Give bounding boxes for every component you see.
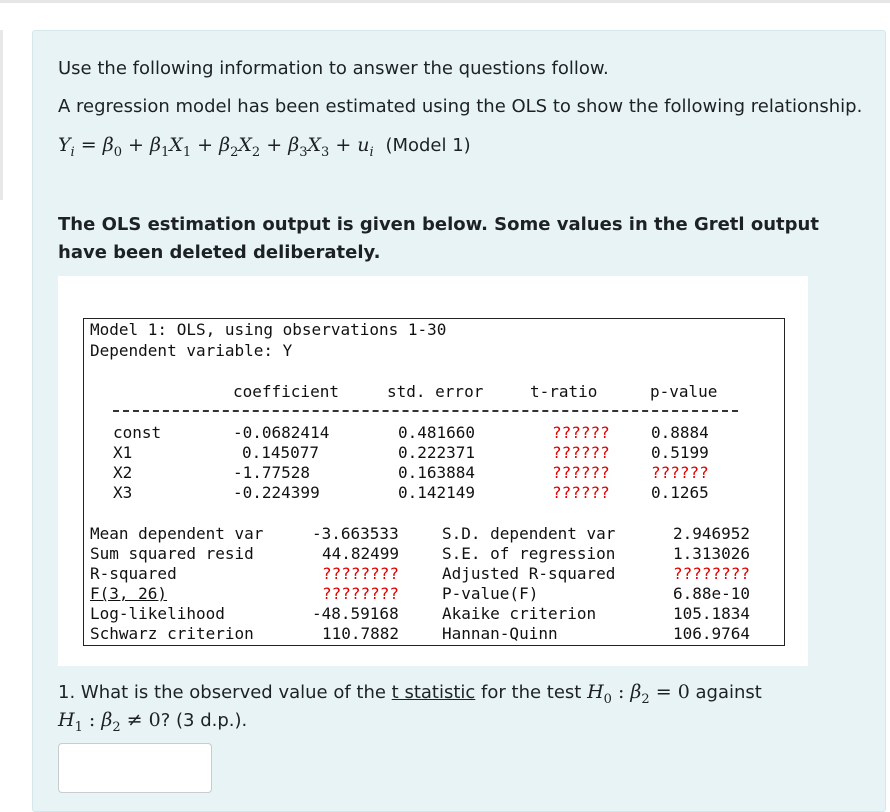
- stat-label: S.D. dependent var: [442, 524, 616, 543]
- row-coef: -0.224399: [233, 483, 320, 502]
- row-t-missing: ??????: [552, 443, 610, 462]
- row-name: X1: [113, 443, 133, 462]
- stat-value-missing: ????????: [322, 584, 400, 603]
- stat-label: R-squared: [90, 564, 177, 583]
- left-edge-divider: [0, 30, 3, 200]
- t-statistic-link[interactable]: t statistic: [391, 682, 476, 703]
- row-p: 0.8884: [651, 423, 709, 442]
- row-p: 0.5199: [651, 443, 709, 462]
- row-se: 0.163884: [398, 463, 476, 482]
- stat-value: 44.82499: [322, 544, 400, 563]
- stat-value: -3.663533: [312, 524, 399, 543]
- intro-line-1: Use the following information to answer the questions follow.: [58, 58, 609, 79]
- row-name: X2: [113, 463, 133, 482]
- stat-label: Mean dependent var: [90, 524, 264, 543]
- stat-label: Log-likelihood: [90, 604, 225, 623]
- question-text-line-1: 1. What is the observed value of the t statistic for the test $H_0$ : $\beta_2 = 0$ against: [58, 681, 762, 707]
- row-t-missing: ??????: [552, 483, 610, 502]
- stat-label: Adjusted R-squared: [442, 564, 616, 583]
- question-against: against: [689, 682, 762, 703]
- stat-value: -48.59168: [312, 604, 399, 623]
- model-label: (Model 1): [385, 135, 471, 156]
- stat-value: 110.7882: [322, 624, 400, 643]
- question-prefix: 1. What is the observed value of the: [58, 682, 392, 703]
- stat-label: Sum squared resid: [90, 544, 254, 563]
- col-t-ratio: t-ratio: [530, 382, 598, 401]
- stat-value: 105.1834: [673, 604, 751, 623]
- stat-value: 2.946952: [673, 524, 751, 543]
- bold-note: The OLS estimation output is given below. Some values in the Gretl output have been deleted deliberately.: [58, 214, 819, 263]
- stat-value: 106.9764: [673, 624, 751, 643]
- question-suffix: ? (3 d.p.).: [160, 710, 248, 731]
- row-coef: -1.77528: [233, 463, 311, 482]
- output-header-depvar: Dependent variable: Y: [90, 341, 293, 360]
- row-name: const: [113, 423, 162, 442]
- row-t-missing: ??????: [552, 423, 610, 442]
- row-se: 0.222371: [398, 443, 476, 462]
- stat-value: 6.88e-10: [673, 584, 751, 603]
- model-equation: $Y_i = \beta_0 + \beta_1X_1 + \beta_2X_2 + \beta_3X_3 + u_i$ (Model 1): [58, 134, 471, 160]
- stat-label: Hannan-Quinn: [442, 624, 558, 643]
- row-coef: -0.0682414: [233, 423, 330, 442]
- stat-value: 1.313026: [673, 544, 751, 563]
- stat-label-link[interactable]: F(3, 26): [90, 584, 168, 603]
- row-se: 0.481660: [398, 423, 476, 442]
- stat-label: Schwarz criterion: [90, 624, 254, 643]
- stat-label: P-value(F): [442, 584, 539, 603]
- intro-line-2: A regression model has been estimated using the OLS to show the following relationship.: [58, 96, 863, 117]
- row-p: 0.1265: [651, 483, 709, 502]
- row-coef: 0.145077: [242, 443, 320, 462]
- stat-value-missing: ????????: [673, 564, 751, 583]
- col-p-value: p-value: [650, 382, 718, 401]
- row-se: 0.142149: [398, 483, 476, 502]
- answer-input[interactable]: [58, 743, 212, 793]
- top-border: [0, 0, 890, 3]
- col-coefficient: coefficient: [233, 382, 339, 401]
- row-name: X3: [113, 483, 133, 502]
- stat-value-missing: ????????: [322, 564, 400, 583]
- stat-label: S.E. of regression: [442, 544, 616, 563]
- table-divider: [113, 410, 738, 412]
- question-text-line-2: $H_1$ : $\beta_2 \ne 0$? (3 d.p.).: [58, 709, 248, 735]
- row-t-missing: ??????: [552, 463, 610, 482]
- question-mid: for the test: [475, 682, 588, 703]
- stat-label: Akaike criterion: [442, 604, 597, 623]
- output-header-model: Model 1: OLS, using observations 1-30: [90, 320, 447, 339]
- col-std-error: std. error: [387, 382, 484, 401]
- row-p-missing: ??????: [651, 463, 709, 482]
